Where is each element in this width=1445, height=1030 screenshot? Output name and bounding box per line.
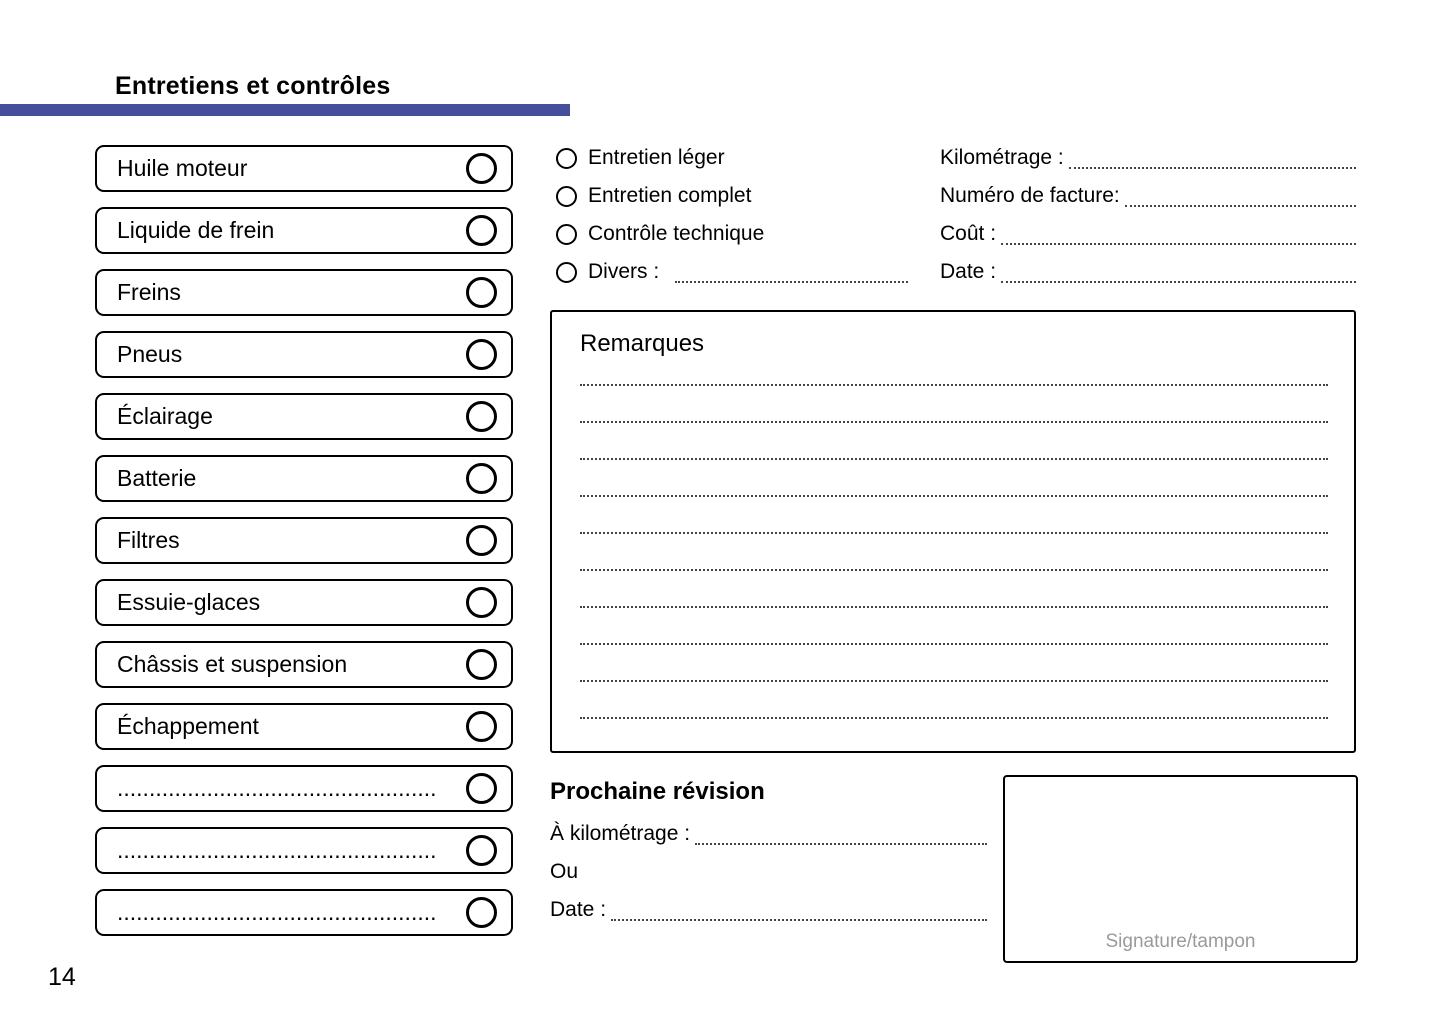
checklist bbox=[95, 145, 513, 936]
checkbox-circle[interactable] bbox=[466, 463, 497, 494]
write-in-line bbox=[675, 281, 908, 283]
write-in-line bbox=[1069, 167, 1356, 169]
checklist-item-label: Freins bbox=[117, 279, 181, 305]
checklist-item bbox=[95, 393, 513, 440]
remarks-line bbox=[580, 358, 1328, 386]
next-service-title: Prochaine révision bbox=[550, 778, 765, 805]
checklist-item-label: Pneus bbox=[117, 341, 183, 367]
info-field bbox=[940, 215, 1356, 253]
signature-label: Signature/tampon bbox=[1105, 931, 1256, 952]
checklist-item bbox=[95, 703, 513, 750]
title-underline-bar bbox=[0, 104, 570, 116]
checkbox-circle[interactable] bbox=[466, 773, 497, 804]
remarks-title: Remarques bbox=[580, 330, 705, 357]
remarks-line bbox=[580, 571, 1328, 608]
service-option bbox=[556, 177, 908, 215]
checklist-item-label: Éclairage bbox=[117, 403, 213, 429]
checklist-item-label: Essuie-glaces bbox=[117, 589, 261, 615]
checklist-item-label: .................................................. bbox=[117, 837, 437, 863]
service-option-label: Entretien léger bbox=[588, 146, 725, 169]
checkbox-circle[interactable] bbox=[466, 897, 497, 928]
checkbox-circle[interactable] bbox=[466, 215, 497, 246]
checkbox-circle[interactable] bbox=[466, 711, 497, 742]
write-in-line bbox=[611, 919, 987, 921]
checklist-item bbox=[95, 455, 513, 502]
remarks-line bbox=[580, 386, 1328, 423]
service-option-label: Divers : bbox=[588, 260, 660, 283]
info-field bbox=[940, 139, 1356, 177]
remarks-line bbox=[580, 534, 1328, 571]
radio-circle[interactable] bbox=[556, 262, 577, 283]
remarks-line bbox=[580, 608, 1328, 645]
checkbox-circle[interactable] bbox=[466, 587, 497, 618]
next-service-field-label: Date : bbox=[550, 898, 607, 921]
checklist-item bbox=[95, 765, 513, 812]
checklist-item bbox=[95, 207, 513, 254]
service-type-options bbox=[556, 139, 908, 291]
page-title: Entretiens et contrôles bbox=[115, 72, 391, 100]
signature-box bbox=[1003, 775, 1358, 963]
checklist-item-label: .................................................. bbox=[117, 775, 437, 801]
checklist-item bbox=[95, 331, 513, 378]
service-option bbox=[556, 139, 908, 177]
remarks-line bbox=[580, 682, 1328, 719]
remarks-box bbox=[550, 310, 1356, 753]
checklist-item-label: Huile moteur bbox=[117, 155, 248, 181]
remarks-line bbox=[580, 460, 1328, 497]
next-service-field-label: Ou bbox=[550, 860, 579, 883]
info-field-label: Kilométrage : bbox=[940, 146, 1064, 169]
info-field bbox=[940, 253, 1356, 291]
checklist-item-label: Liquide de frein bbox=[117, 217, 275, 243]
checkbox-circle[interactable] bbox=[466, 401, 497, 432]
checklist-item bbox=[95, 641, 513, 688]
write-in-line bbox=[1001, 243, 1356, 245]
next-service-field-label: À kilométrage : bbox=[550, 822, 691, 845]
checklist-item bbox=[95, 517, 513, 564]
checkbox-circle[interactable] bbox=[466, 339, 497, 370]
remarks-lines bbox=[580, 358, 1328, 719]
checklist-item bbox=[95, 889, 513, 936]
remarks-line bbox=[580, 645, 1328, 682]
next-service-field bbox=[550, 853, 987, 891]
info-field-label: Date : bbox=[940, 260, 997, 283]
checkbox-circle[interactable] bbox=[466, 835, 497, 866]
checklist-item-label: Filtres bbox=[117, 527, 180, 553]
write-in-line bbox=[1001, 281, 1356, 283]
remarks-line bbox=[580, 423, 1328, 460]
next-service-field bbox=[550, 815, 987, 853]
info-field-label: Coût : bbox=[940, 222, 997, 245]
page-number: 14 bbox=[48, 963, 76, 991]
info-field-label: Numéro de facture: bbox=[940, 184, 1120, 207]
next-service-fields bbox=[550, 815, 987, 929]
checklist-item bbox=[95, 579, 513, 626]
checkbox-circle[interactable] bbox=[466, 277, 497, 308]
checklist-item-label: .................................................. bbox=[117, 899, 437, 925]
checklist-item bbox=[95, 269, 513, 316]
service-option-label: Entretien complet bbox=[588, 184, 752, 207]
radio-circle[interactable] bbox=[556, 224, 577, 245]
checklist-item bbox=[95, 145, 513, 192]
checklist-item bbox=[95, 827, 513, 874]
remarks-line bbox=[580, 497, 1328, 534]
radio-circle[interactable] bbox=[556, 186, 577, 207]
service-option bbox=[556, 215, 908, 253]
write-in-line bbox=[1125, 205, 1356, 207]
checklist-item-label: Batterie bbox=[117, 465, 197, 491]
checkbox-circle[interactable] bbox=[466, 525, 497, 556]
service-option-label: Contrôle technique bbox=[588, 222, 765, 245]
checkbox-circle[interactable] bbox=[466, 153, 497, 184]
checklist-item-label: Échappement bbox=[117, 713, 259, 739]
info-field bbox=[940, 177, 1356, 215]
next-service-field bbox=[550, 891, 987, 929]
service-option bbox=[556, 253, 908, 291]
service-info-fields bbox=[940, 139, 1356, 291]
write-in-line bbox=[695, 843, 987, 845]
checklist-item-label: Châssis et suspension bbox=[117, 651, 348, 677]
radio-circle[interactable] bbox=[556, 148, 577, 169]
checkbox-circle[interactable] bbox=[466, 649, 497, 680]
